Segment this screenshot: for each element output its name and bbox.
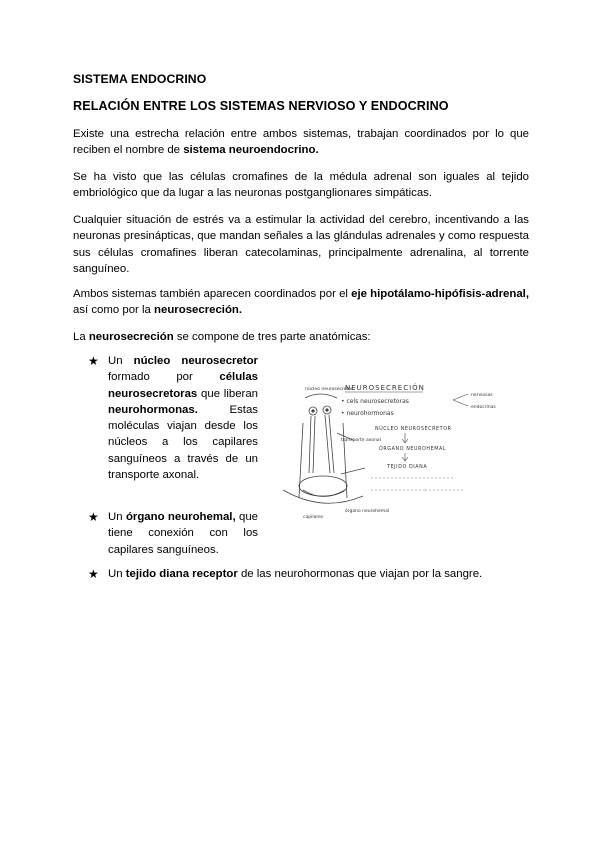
star-bullet-icon: ★ (88, 510, 99, 524)
bullet-nucleus: Un núcleo neurosecretor formado por células neurosecretoras que liberan neurohormonas. Estas moléculas viajan desde los núcleos a los capilares sanguíneos a través de un transporte axonal. (108, 355, 258, 482)
sketch-line-3: NÚCLEO NEUROSECRETOR (375, 427, 452, 432)
sketch-line-1: • cels neurosecretoras (341, 398, 409, 405)
paragraph-axis: Ambos sistemas también aparecen coordinados por el eje hipotálamo-hipófisis-adrenal, así como por la neurosecreción. (73, 288, 529, 317)
sketch-line-4: ÓRGANO NEUROHEMAL (379, 447, 447, 452)
star-bullet-icon: ★ (88, 354, 99, 368)
paragraph-stress: Cualquier situación de estrés va a estimular la actividad del cerebro, incentivando a las neuronas presinápticas, que mandan señales a las glándulas adrenales y como respuesta sus células cromafines liberan catecolaminas, principalmente adrenalina, al torrente sanguíneo. (73, 214, 529, 275)
paragraph-neuroendocrine: Existe una estrecha relación entre ambos sistemas, trabajan coordinados por lo que reciben el nombre de sistema neuroendocrino. (73, 128, 529, 157)
sketch-label-transporte: transporte axonal (341, 438, 381, 443)
paragraph-neurosecretion: La neurosecreción se compone de tres parte anatómicas: (73, 331, 371, 343)
sketch-label-organo: órgano neurohemal (345, 509, 390, 514)
sketch-heading: NEUROSECRECIÓN (345, 384, 425, 392)
sketch-line-5: TEJIDO DIANA (387, 465, 428, 470)
neurosecretion-sketch (275, 378, 525, 528)
sketch-line-2: • neurohormonas (341, 410, 394, 417)
sketch-side-1: nerviosas (471, 393, 493, 398)
star-bullet-icon: ★ (88, 567, 99, 581)
document-title: SISTEMA ENDOCRINO (73, 72, 207, 86)
bullet-target-tissue: Un tejido diana receptor de las neurohormonas que viajan por la sangre. (108, 568, 483, 580)
paragraph-chromaffin: Se ha visto que las células cromafines de la médula adrenal son iguales al tejido embriológico que da lugar a las neuronas postganglionares simpáticas. (73, 171, 529, 200)
sketch-label-capilares: capilares (303, 515, 324, 520)
section-heading: RELACIÓN ENTRE LOS SISTEMAS NERVIOSO Y ENDOCRINO (73, 99, 449, 113)
sketch-label-nucleo: núcleo neurosecretor (305, 387, 353, 392)
bullet-organ: Un órgano neurohemal, que tiene conexión con los capilares sanguíneos. (108, 511, 259, 556)
sketch-side-2: endocrinas (471, 405, 496, 410)
